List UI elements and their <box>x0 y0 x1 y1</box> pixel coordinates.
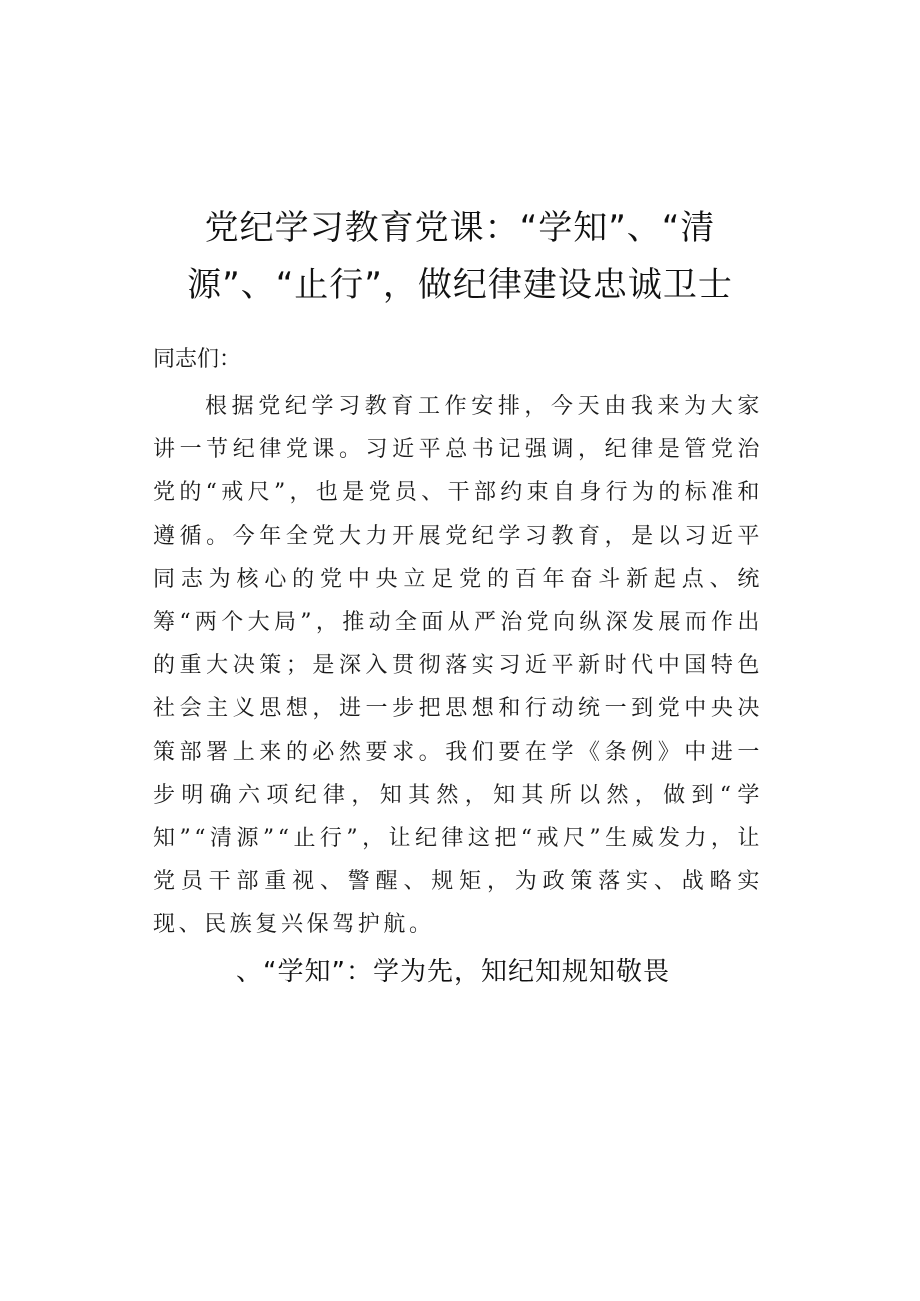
title-line-1: 党纪学习教育党课：“学知”、“清 <box>204 208 716 248</box>
body-paragraph: 根据党纪学习教育工作安排，今天由我来为大家讲一节纪律党课。习近平总书记强调，纪律是管党治党的“戒尺”，也是党员、干部约束自身行为的标准和遵循。今年全党大力开展党纪学习教育，是以习近平同志为核心的党中央立足党的百年奋斗新起点、统筹“两个大局”，推动全面从严治党向纵深发展而作出的重大决策；是深入贯彻落实习近平新时代中国特色社会主义思想，进一步把思想和行动统一到党中央决策部署上来的必然要求。我们要在学《条例》中进一步明确六项纪律，知其然，知其所以然，做到“学知”“清源”“止行”，让纪律这把“戒尺”生威发力，让党员干部重视、警醒、规矩，为政策落实、战略实现、民族复兴保驾护航。 <box>153 394 763 938</box>
document-title <box>150 200 770 314</box>
section-heading: 、“学知”：学为先，知纪知规知敬畏 <box>236 957 670 987</box>
title-line-2: 源”、“止行”，做纪律建设忠诚卫士 <box>187 265 733 305</box>
salutation: 同志们： <box>153 347 242 372</box>
